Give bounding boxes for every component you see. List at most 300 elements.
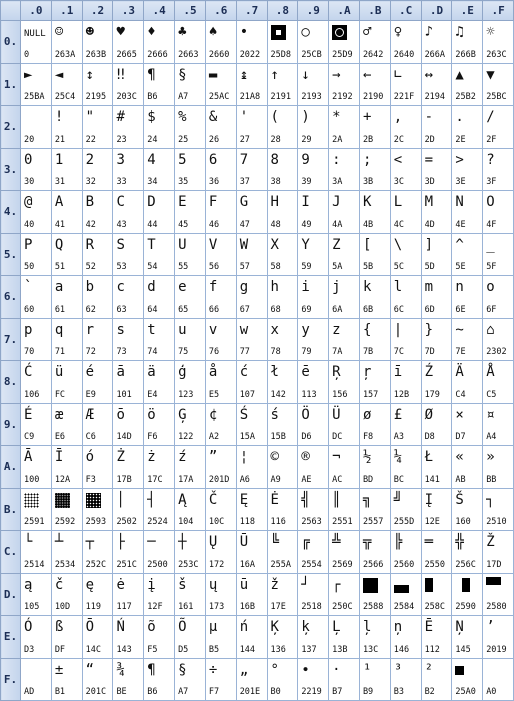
char-cell[interactable] [452, 488, 483, 531]
glyph: ņ [393, 619, 403, 635]
char-cell[interactable] [51, 531, 82, 574]
char-cell[interactable] [452, 658, 483, 701]
char-cell[interactable] [421, 276, 452, 319]
char-cell[interactable] [175, 446, 206, 489]
char-cell[interactable] [113, 106, 144, 149]
char-cell[interactable] [359, 531, 390, 574]
char-cell[interactable] [329, 276, 360, 319]
char-cell[interactable] [421, 658, 452, 701]
char-cell[interactable] [359, 21, 390, 64]
char-cell[interactable] [298, 531, 329, 574]
char-cell[interactable] [51, 488, 82, 531]
code-point: 252C [85, 559, 107, 570]
char-cell[interactable] [205, 616, 236, 659]
char-cell[interactable] [421, 148, 452, 191]
char-cell[interactable] [267, 446, 298, 489]
glyph: « [455, 449, 464, 465]
char-cell[interactable] [390, 106, 421, 149]
char-cell[interactable] [452, 276, 483, 319]
char-cell[interactable] [390, 148, 421, 191]
char-cell[interactable] [483, 616, 514, 659]
char-cell[interactable] [144, 488, 175, 531]
char-cell[interactable] [267, 63, 298, 106]
char-cell[interactable] [113, 318, 144, 361]
code-point: 263B [85, 49, 107, 60]
code-point: A0 [486, 687, 497, 697]
char-cell[interactable] [175, 616, 206, 659]
char-cell[interactable] [113, 191, 144, 234]
char-cell[interactable] [205, 276, 236, 319]
char-cell[interactable] [205, 531, 236, 574]
char-cell[interactable] [421, 63, 452, 106]
char-cell[interactable] [175, 531, 206, 574]
char-cell[interactable] [144, 658, 175, 701]
char-cell[interactable] [452, 21, 483, 64]
char-cell[interactable] [205, 446, 236, 489]
char-cell[interactable] [21, 446, 52, 489]
code-point: D7 [455, 432, 466, 442]
char-cell[interactable] [421, 361, 452, 404]
char-cell[interactable] [82, 233, 113, 276]
char-cell[interactable] [421, 191, 452, 234]
char-cell[interactable] [175, 148, 206, 191]
row-header: C. [1, 531, 21, 574]
char-cell[interactable] [82, 403, 113, 446]
glyph: ’ [486, 619, 495, 635]
char-cell[interactable] [267, 148, 298, 191]
char-cell[interactable] [82, 616, 113, 659]
char-cell[interactable] [298, 233, 329, 276]
char-cell[interactable] [51, 21, 82, 64]
char-cell[interactable] [298, 276, 329, 319]
char-cell[interactable] [359, 318, 390, 361]
char-cell[interactable] [329, 446, 360, 489]
char-cell[interactable] [205, 21, 236, 64]
char-cell[interactable] [175, 318, 206, 361]
char-cell[interactable] [298, 488, 329, 531]
code-point: 57 [239, 262, 250, 272]
char-cell[interactable] [452, 616, 483, 659]
char-cell[interactable] [298, 318, 329, 361]
char-cell[interactable] [483, 318, 514, 361]
char-cell[interactable] [267, 403, 298, 446]
char-cell[interactable] [82, 573, 113, 616]
char-cell[interactable] [421, 403, 452, 446]
char-cell[interactable] [51, 106, 82, 149]
char-cell[interactable] [175, 403, 206, 446]
char-cell[interactable] [51, 148, 82, 191]
char-cell[interactable] [267, 233, 298, 276]
char-cell[interactable] [483, 148, 514, 191]
char-cell[interactable] [144, 616, 175, 659]
char-cell[interactable] [421, 446, 452, 489]
char-cell[interactable] [483, 488, 514, 531]
char-cell[interactable] [236, 148, 267, 191]
char-cell[interactable] [236, 658, 267, 701]
char-cell[interactable] [329, 318, 360, 361]
char-cell[interactable] [452, 233, 483, 276]
char-cell[interactable] [298, 616, 329, 659]
char-cell[interactable] [82, 318, 113, 361]
glyph: ö [147, 406, 156, 423]
char-cell[interactable] [421, 233, 452, 276]
char-cell[interactable] [452, 403, 483, 446]
char-cell[interactable] [421, 531, 452, 574]
char-cell[interactable] [390, 191, 421, 234]
char-cell[interactable] [421, 616, 452, 659]
char-cell[interactable] [483, 233, 514, 276]
char-cell[interactable] [21, 191, 52, 234]
char-cell[interactable] [21, 63, 52, 106]
char-cell[interactable] [452, 573, 483, 616]
char-cell[interactable] [21, 361, 52, 404]
char-cell[interactable] [483, 106, 514, 149]
char-cell[interactable] [483, 446, 514, 489]
char-cell[interactable] [236, 21, 267, 64]
char-cell[interactable] [113, 531, 144, 574]
char-cell[interactable] [236, 488, 267, 531]
char-cell[interactable] [359, 446, 390, 489]
char-cell[interactable] [267, 616, 298, 659]
char-cell[interactable] [483, 403, 514, 446]
char-cell[interactable] [205, 233, 236, 276]
char-cell[interactable] [144, 63, 175, 106]
char-cell[interactable] [452, 361, 483, 404]
char-cell[interactable] [51, 63, 82, 106]
char-cell[interactable] [21, 21, 52, 64]
char-cell[interactable] [51, 276, 82, 319]
char-cell[interactable] [236, 233, 267, 276]
char-cell[interactable] [329, 658, 360, 701]
glyph: Ń [116, 619, 125, 635]
char-cell[interactable] [298, 573, 329, 616]
char-cell[interactable] [113, 233, 144, 276]
char-cell[interactable] [267, 488, 298, 531]
char-cell[interactable] [175, 233, 206, 276]
char-cell[interactable] [329, 191, 360, 234]
code-point: 13C [362, 644, 379, 655]
char-cell[interactable] [298, 106, 329, 149]
char-cell[interactable] [21, 276, 52, 319]
char-cell[interactable] [205, 191, 236, 234]
char-cell[interactable] [298, 658, 329, 701]
char-cell[interactable] [205, 573, 236, 616]
char-cell[interactable] [144, 531, 175, 574]
char-cell[interactable] [205, 658, 236, 701]
char-cell[interactable] [51, 233, 82, 276]
code-point: 6B [362, 304, 374, 315]
char-cell[interactable] [483, 63, 514, 106]
char-cell[interactable] [21, 148, 52, 191]
char-cell[interactable] [483, 191, 514, 234]
char-cell[interactable] [329, 21, 360, 64]
char-cell[interactable] [144, 148, 175, 191]
char-cell[interactable] [390, 403, 421, 446]
char-cell[interactable] [359, 488, 390, 531]
char-cell[interactable] [82, 488, 113, 531]
char-cell[interactable] [82, 21, 113, 64]
char-cell[interactable] [298, 63, 329, 106]
char-cell[interactable] [267, 573, 298, 616]
char-cell[interactable] [21, 318, 52, 361]
char-cell[interactable] [267, 658, 298, 701]
char-cell[interactable] [452, 106, 483, 149]
char-cell[interactable] [236, 63, 267, 106]
char-cell[interactable] [483, 276, 514, 319]
char-cell[interactable] [298, 21, 329, 64]
char-cell[interactable] [359, 658, 390, 701]
char-cell[interactable] [82, 446, 113, 489]
char-cell[interactable] [21, 573, 52, 616]
char-cell[interactable] [452, 446, 483, 489]
char-cell[interactable] [21, 531, 52, 574]
char-cell[interactable] [205, 488, 236, 531]
char-cell[interactable] [359, 106, 390, 149]
char-cell[interactable] [390, 446, 421, 489]
char-cell[interactable] [82, 63, 113, 106]
char-cell[interactable] [267, 276, 298, 319]
char-cell[interactable] [329, 361, 360, 404]
char-cell[interactable] [51, 446, 82, 489]
glyph: , [393, 109, 403, 125]
char-cell[interactable] [144, 318, 175, 361]
char-cell[interactable] [390, 63, 421, 106]
char-cell[interactable] [113, 148, 144, 191]
char-cell[interactable] [452, 531, 483, 574]
char-cell[interactable] [144, 191, 175, 234]
glyph: é [85, 364, 95, 380]
glyph: ; [362, 151, 372, 168]
glyph: $ [147, 109, 156, 125]
char-cell[interactable] [175, 488, 206, 531]
code-point: 122 [178, 432, 194, 442]
char-cell[interactable] [205, 106, 236, 149]
char-cell[interactable] [390, 531, 421, 574]
char-cell[interactable] [390, 276, 421, 319]
char-cell[interactable] [82, 106, 113, 149]
code-point: A7 [178, 687, 189, 697]
char-cell[interactable] [329, 106, 360, 149]
char-cell[interactable] [329, 531, 360, 574]
char-cell[interactable] [421, 318, 452, 361]
char-cell[interactable] [144, 573, 175, 616]
char-cell[interactable] [421, 106, 452, 149]
glyph: 3 [116, 151, 125, 168]
char-cell[interactable] [144, 106, 175, 149]
char-cell[interactable] [483, 531, 514, 574]
code-point: 17D [486, 559, 502, 570]
glyph: ~ [455, 321, 464, 338]
char-cell[interactable] [452, 191, 483, 234]
glyph: Ø [424, 406, 433, 423]
char-cell[interactable] [175, 191, 206, 234]
glyph: ┴ [54, 534, 64, 550]
char-cell[interactable] [21, 658, 52, 701]
char-cell[interactable] [298, 446, 329, 489]
glyph: ╔ [301, 534, 310, 550]
char-cell[interactable] [359, 616, 390, 659]
char-cell[interactable] [452, 318, 483, 361]
char-cell[interactable] [329, 233, 360, 276]
glyph: § [178, 66, 187, 83]
char-cell[interactable] [452, 148, 483, 191]
char-cell[interactable] [390, 573, 421, 616]
code-point: DF [54, 644, 66, 655]
code-point: 266B [455, 49, 476, 60]
char-cell[interactable] [51, 616, 82, 659]
char-cell[interactable] [359, 191, 390, 234]
char-cell[interactable] [236, 446, 267, 489]
char-cell[interactable] [113, 488, 144, 531]
char-cell[interactable] [21, 106, 52, 149]
char-cell[interactable] [175, 63, 206, 106]
char-cell[interactable] [267, 361, 298, 404]
char-cell[interactable] [21, 488, 52, 531]
char-cell[interactable] [236, 191, 267, 234]
char-cell[interactable] [144, 233, 175, 276]
char-cell[interactable] [359, 233, 390, 276]
char-cell[interactable] [113, 21, 144, 64]
char-cell[interactable] [21, 616, 52, 659]
char-cell[interactable] [236, 361, 267, 404]
char-cell[interactable] [113, 276, 144, 319]
char-cell[interactable] [175, 658, 206, 701]
char-cell[interactable] [390, 488, 421, 531]
char-cell[interactable] [51, 191, 82, 234]
char-cell[interactable] [267, 191, 298, 234]
glyph: ž [270, 576, 279, 593]
char-cell[interactable] [82, 148, 113, 191]
char-cell[interactable] [267, 106, 298, 149]
char-cell[interactable] [144, 276, 175, 319]
char-cell[interactable] [113, 63, 144, 106]
char-cell[interactable] [175, 106, 206, 149]
char-cell[interactable] [359, 276, 390, 319]
glyph: 1 [54, 151, 64, 168]
char-cell[interactable] [421, 21, 452, 64]
char-cell[interactable] [82, 191, 113, 234]
glyph: J [332, 194, 341, 210]
char-cell[interactable] [113, 616, 144, 659]
char-cell[interactable] [175, 21, 206, 64]
char-cell[interactable] [236, 573, 267, 616]
char-cell[interactable] [390, 658, 421, 701]
char-cell[interactable] [298, 361, 329, 404]
char-cell[interactable] [236, 403, 267, 446]
char-cell[interactable] [236, 106, 267, 149]
char-cell[interactable] [113, 573, 144, 616]
char-cell[interactable] [267, 318, 298, 361]
char-cell[interactable] [113, 403, 144, 446]
char-cell[interactable] [329, 403, 360, 446]
char-cell[interactable] [329, 63, 360, 106]
char-cell[interactable] [144, 446, 175, 489]
char-cell[interactable] [390, 616, 421, 659]
char-cell[interactable] [329, 616, 360, 659]
char-cell[interactable] [452, 63, 483, 106]
char-cell[interactable] [359, 403, 390, 446]
char-cell[interactable] [483, 658, 514, 701]
char-cell[interactable] [236, 276, 267, 319]
char-cell[interactable] [144, 361, 175, 404]
char-cell[interactable] [329, 573, 360, 616]
char-cell[interactable] [421, 488, 452, 531]
code-point: 25BC [486, 92, 507, 102]
table-row [1, 63, 514, 106]
char-cell[interactable] [390, 318, 421, 361]
char-cell[interactable] [359, 63, 390, 106]
char-cell[interactable] [267, 21, 298, 64]
char-cell[interactable] [205, 403, 236, 446]
char-cell[interactable] [205, 148, 236, 191]
char-cell[interactable] [298, 148, 329, 191]
char-cell[interactable] [205, 63, 236, 106]
char-cell[interactable] [390, 233, 421, 276]
code-point: 104 [178, 517, 194, 527]
char-cell[interactable] [82, 658, 113, 701]
char-cell[interactable] [175, 361, 206, 404]
char-cell[interactable] [113, 446, 144, 489]
char-cell[interactable] [359, 361, 390, 404]
char-cell[interactable] [483, 361, 514, 404]
glyph: z [332, 321, 341, 338]
char-cell[interactable] [298, 191, 329, 234]
char-cell[interactable] [113, 658, 144, 701]
code-point: 13B [332, 644, 348, 655]
char-cell[interactable] [21, 233, 52, 276]
glyph: ä [147, 364, 156, 380]
glyph: Ā [24, 449, 33, 465]
code-point: B2 [424, 687, 435, 697]
glyph: ¶ [147, 66, 156, 83]
char-cell[interactable] [144, 21, 175, 64]
glyph: l [393, 279, 403, 295]
char-cell[interactable] [421, 573, 452, 616]
char-cell[interactable] [390, 361, 421, 404]
char-cell[interactable] [298, 403, 329, 446]
code-point: 71 [54, 347, 66, 357]
char-cell[interactable] [21, 403, 52, 446]
char-cell[interactable] [359, 148, 390, 191]
char-cell[interactable] [359, 573, 390, 616]
char-cell[interactable] [51, 361, 82, 404]
char-cell[interactable] [82, 361, 113, 404]
char-cell[interactable] [267, 531, 298, 574]
char-cell[interactable] [483, 21, 514, 64]
glyph: U [178, 236, 187, 253]
char-cell[interactable] [51, 403, 82, 446]
char-cell[interactable] [144, 403, 175, 446]
char-cell[interactable] [175, 573, 206, 616]
char-cell[interactable] [236, 616, 267, 659]
char-cell[interactable] [51, 573, 82, 616]
char-cell[interactable] [51, 658, 82, 701]
char-cell[interactable] [51, 318, 82, 361]
char-cell[interactable] [82, 531, 113, 574]
char-cell[interactable] [113, 361, 144, 404]
char-cell[interactable] [236, 318, 267, 361]
char-cell[interactable] [390, 21, 421, 64]
char-cell[interactable] [329, 488, 360, 531]
char-cell[interactable] [205, 318, 236, 361]
glyph: š [178, 576, 187, 593]
char-cell[interactable] [82, 276, 113, 319]
char-cell[interactable] [175, 276, 206, 319]
char-cell[interactable] [329, 148, 360, 191]
char-cell[interactable] [236, 531, 267, 574]
char-cell[interactable] [483, 573, 514, 616]
char-cell[interactable] [205, 361, 236, 404]
